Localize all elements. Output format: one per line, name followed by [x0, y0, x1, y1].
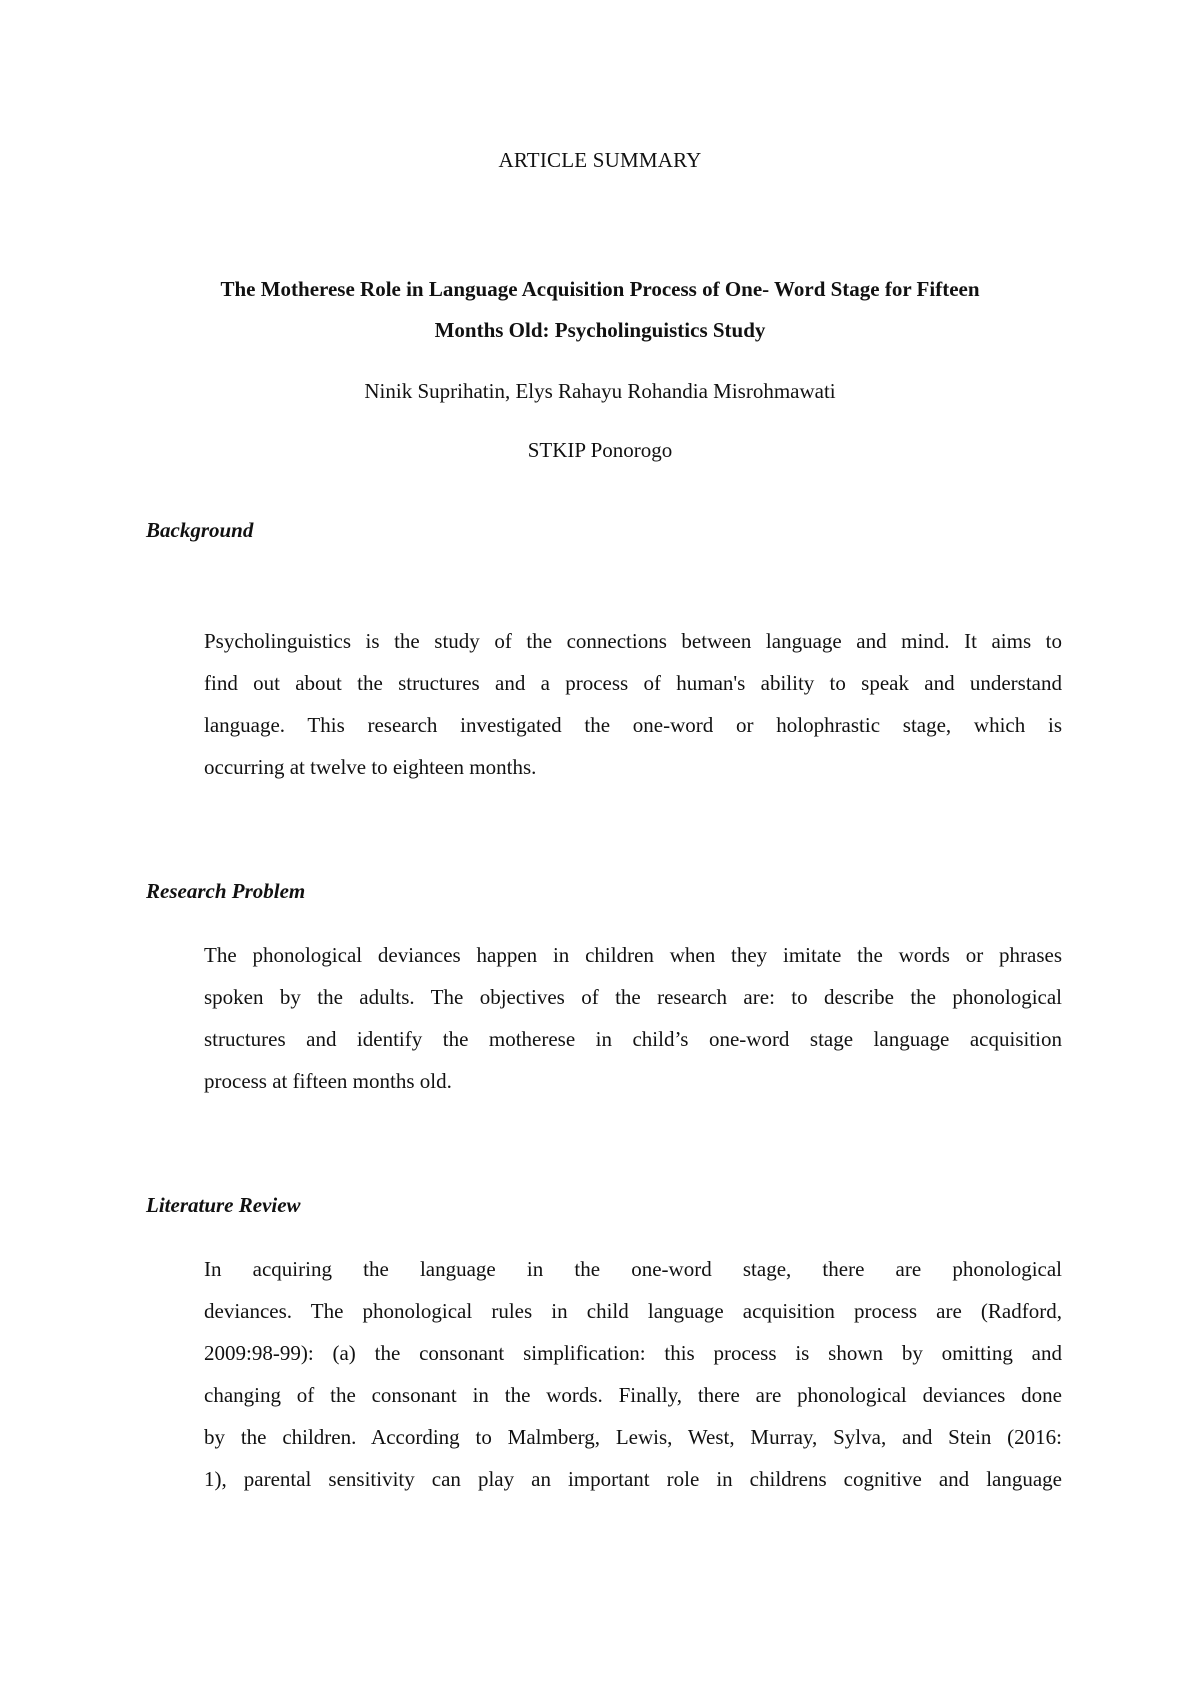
article-title [140, 269, 1060, 351]
article-title-line: The Motherese Role in Language Acquisition Process of One- Word Stage for Fifteen [220, 277, 980, 301]
research-problem-paragraph [204, 934, 1062, 1102]
article-title-line: Months Old: Psycholinguistics Study [434, 318, 766, 342]
paragraph-line: find out about the structures and a process of human's ability to speak and understand [204, 671, 1062, 695]
paragraph-line: deviances. The phonological rules in child language acquisition process are (Radford, [204, 1299, 1062, 1323]
paragraph-line: process at fifteen months old. [204, 1069, 452, 1093]
section-heading-background: Background [146, 518, 254, 542]
section-heading-research-problem: Research Problem [146, 879, 306, 903]
section-heading-literature-review: Literature Review [146, 1193, 301, 1217]
literature-review-paragraph [204, 1248, 1062, 1500]
authors: Ninik Suprihatin, Elys Rahayu Rohandia Misrohmawati [364, 379, 836, 403]
document-header: ARTICLE SUMMARY [498, 148, 702, 172]
background-paragraph [204, 620, 1062, 788]
paragraph-line: spoken by the adults. The objectives of the research are: to describe the phonological [204, 985, 1062, 1009]
paragraph-line: by the children. According to Malmberg, Lewis, West, Murray, Sylva, and Stein (2016: [204, 1425, 1062, 1449]
paragraph-line: Psycholinguistics is the study of the connections between language and mind. It aims to [204, 629, 1062, 653]
paragraph-line: 1), parental sensitivity can play an important role in childrens cognitive and language [204, 1467, 1062, 1491]
paragraph-line: The phonological deviances happen in children when they imitate the words or phrases [204, 943, 1062, 967]
paragraph-line: language. This research investigated the one-word or holophrastic stage, which is [204, 713, 1062, 737]
affiliation: STKIP Ponorogo [527, 438, 673, 462]
paragraph-line: In acquiring the language in the one-word stage, there are phonological [204, 1257, 1062, 1281]
paragraph-line: 2009:98-99): (a) the consonant simplification: this process is shown by omitting and [204, 1341, 1062, 1365]
paragraph-line: changing of the consonant in the words. Finally, there are phonological deviances done [204, 1383, 1062, 1407]
paragraph-line: occurring at twelve to eighteen months. [204, 755, 537, 779]
paragraph-line: structures and identify the motherese in child’s one-word stage language acquisition [204, 1027, 1062, 1051]
